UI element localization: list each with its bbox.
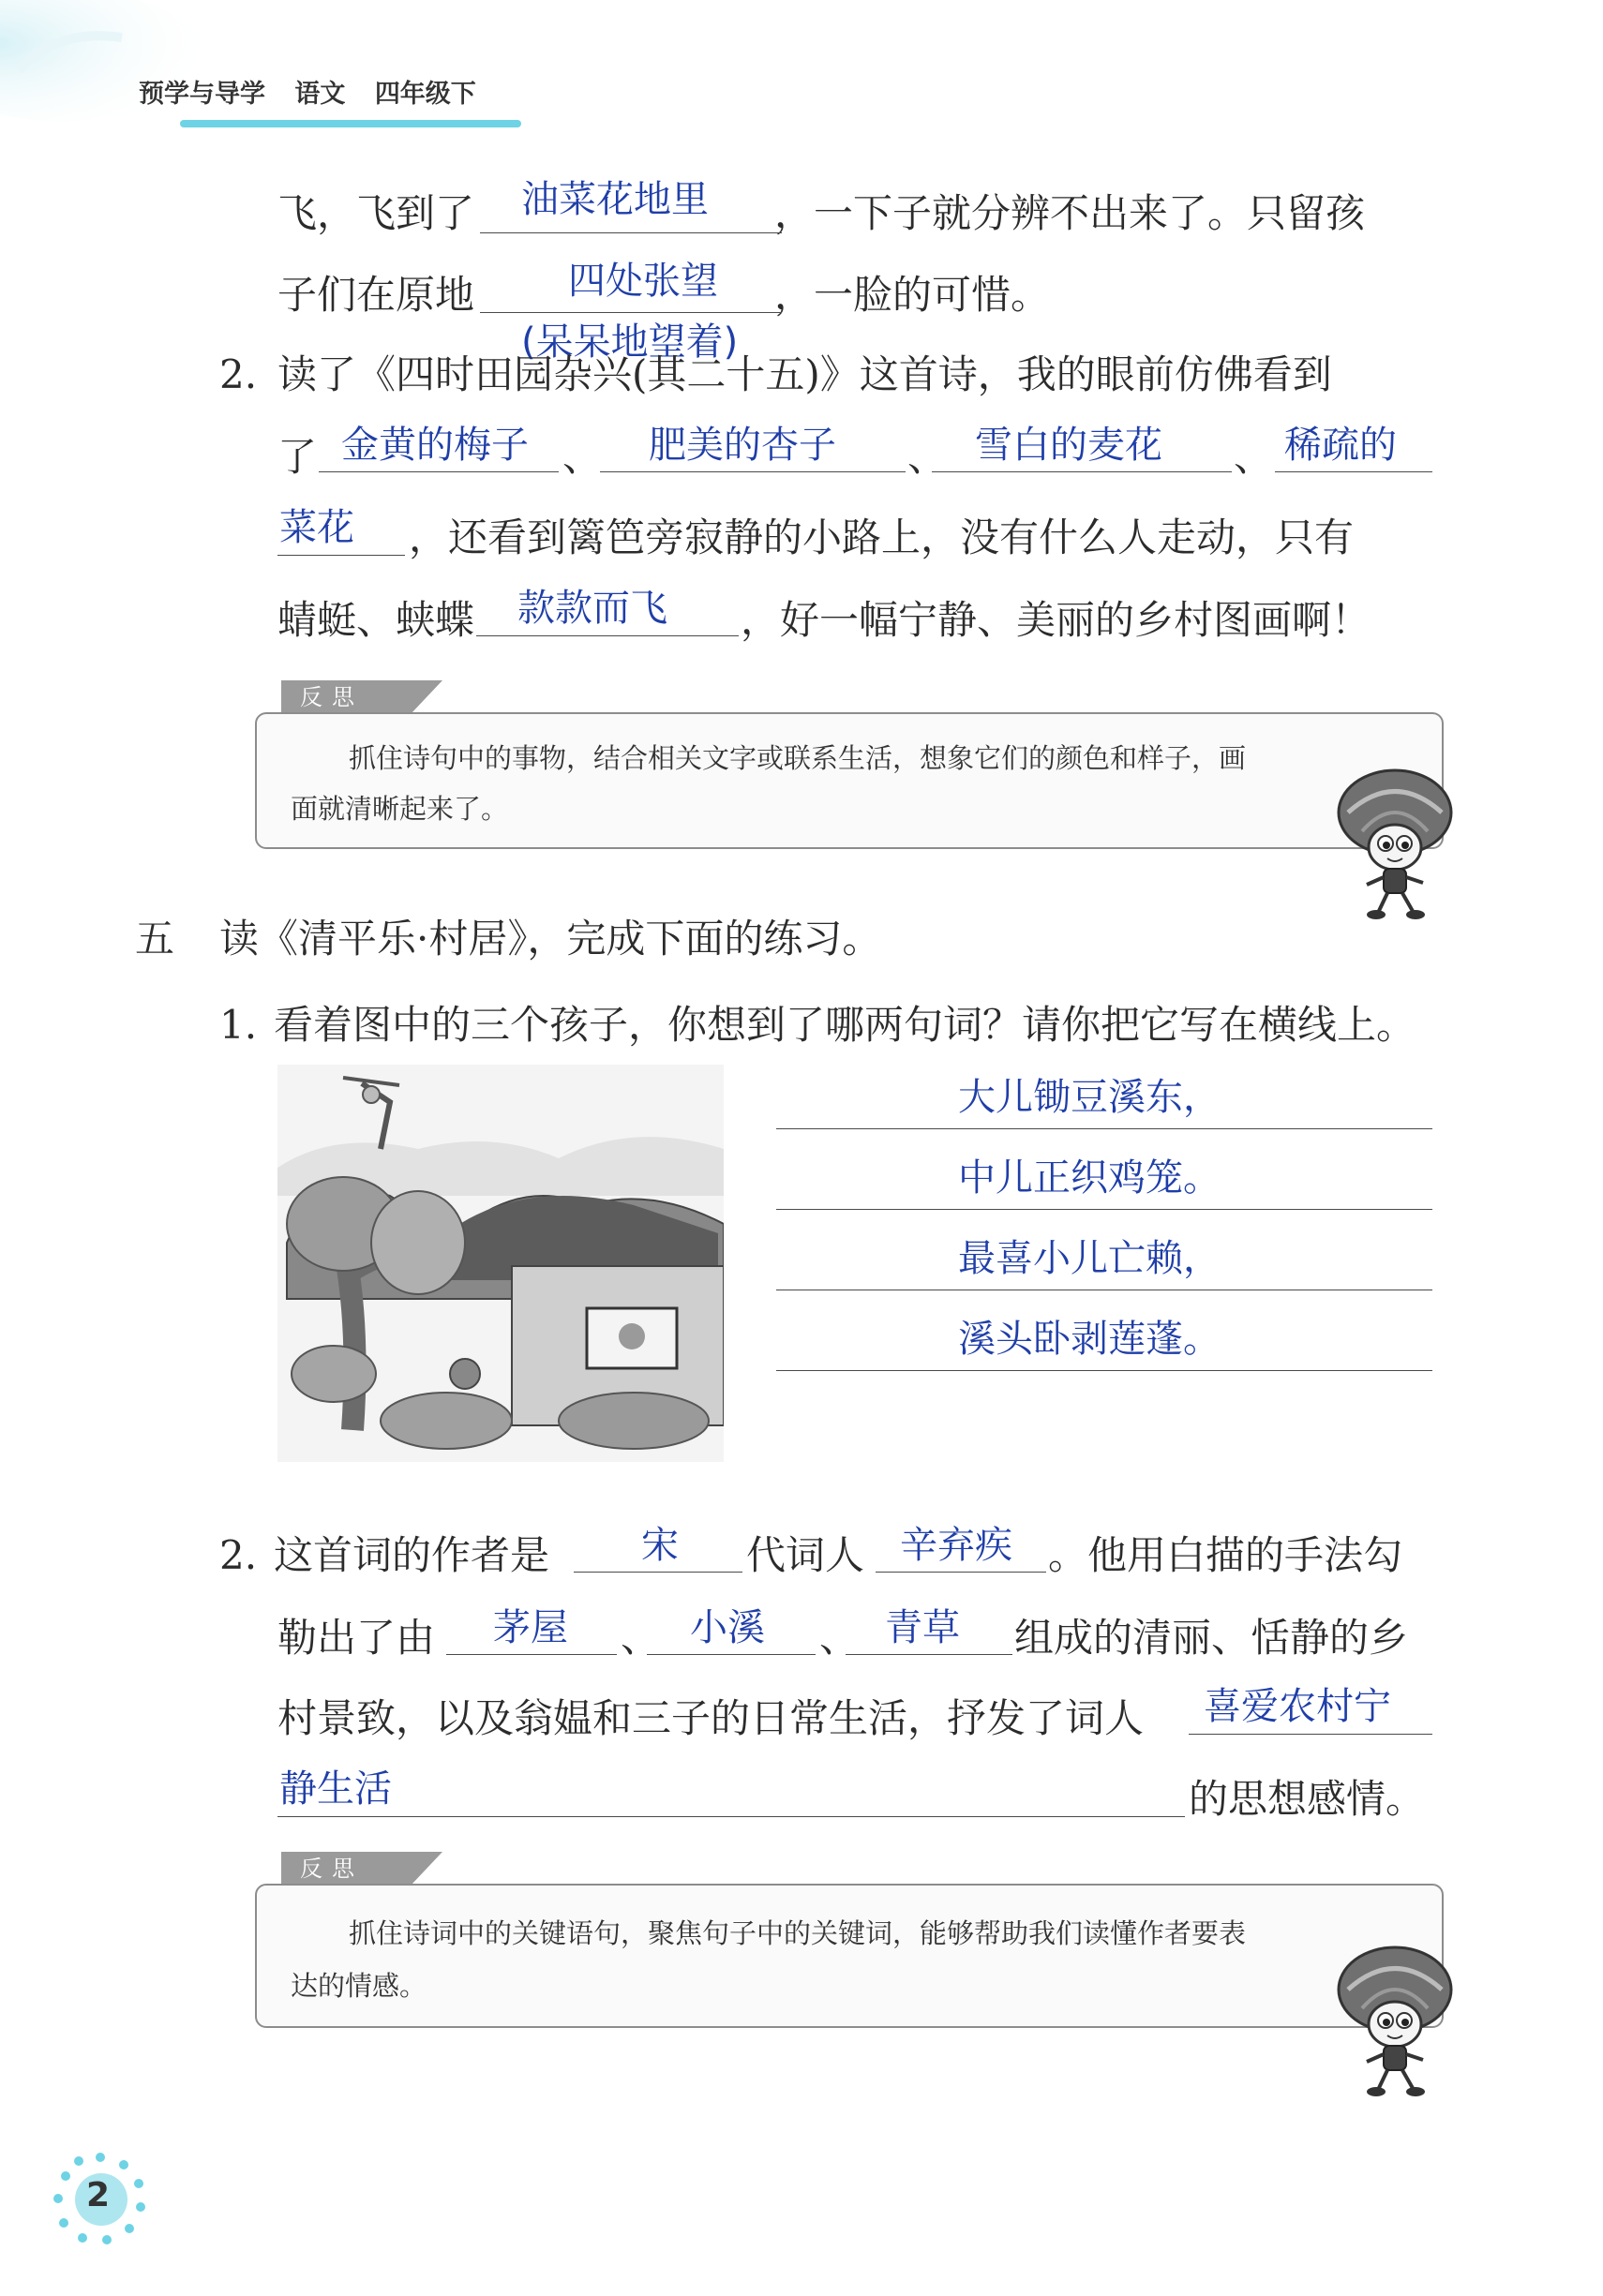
- s5-q2-answer-4: 小溪: [690, 1606, 765, 1649]
- s4-q2-answer-1: 金黄的梅子: [341, 424, 529, 467]
- s4-q2-answer-3: 雪白的麦花: [975, 424, 1162, 467]
- s5-q2-l3-text: 村景致，以及翁媪和三子的日常生活，抒发了词人: [277, 1695, 1145, 1741]
- s5-q2-blank-3: [446, 1654, 617, 1655]
- s5-q2-l1-suffix: 。他用白描的手法勾: [1048, 1532, 1403, 1578]
- reflection-1-line2: 面就清晰起来了。: [291, 793, 509, 825]
- s5-number: 五: [135, 916, 175, 962]
- reflection-2-tab-slant: [411, 1852, 442, 1886]
- s5-q2-l2-suffix: 组成的清丽、恬静的乡: [1014, 1615, 1409, 1661]
- s4-q2-line4-suffix: ，好一幅宁静、美丽的乡村图画啊！: [741, 597, 1371, 643]
- s4-answer-2: 四处张望: [568, 260, 718, 303]
- s5-q1-answer-3: 最喜小儿亡赖，: [958, 1237, 1221, 1280]
- s5-q2-answer-5: 青草: [885, 1606, 960, 1649]
- s5-q1-line-2: [776, 1209, 1432, 1210]
- reflection-1-tab: 反思: [281, 680, 412, 714]
- s5-q2-l2-prefix: 勒出了由: [277, 1615, 436, 1661]
- reflection-2-tab: 反思: [281, 1852, 412, 1886]
- header-subject: 语文: [294, 80, 346, 109]
- s4-blank-2: [480, 312, 782, 313]
- village-illustration: [277, 1065, 724, 1462]
- s4-q2-number: 2.: [219, 351, 258, 397]
- s5-q2-sep-2: 、: [819, 1615, 860, 1661]
- s5-q1-answer-4: 溪头卧剥莲蓬。: [958, 1318, 1221, 1361]
- s5-q1-line-4: [776, 1370, 1432, 1371]
- s4-blank-1: [480, 232, 782, 233]
- s4-q2-text: 读了《四时田园杂兴(其二十五)》这首诗，我的眼前仿佛看到: [277, 351, 1332, 397]
- header-title: [139, 73, 476, 110]
- reflection-2-line2: 达的情感。: [291, 1970, 427, 2002]
- s4-q2-blank-2: [600, 471, 906, 472]
- s4-q2-sep-1: 、: [562, 434, 603, 480]
- s5-q2-blank-1: [574, 1572, 742, 1573]
- s4-q2-sep-2: 、: [907, 434, 948, 480]
- s4-answer-2-alt: (呆呆地望着): [521, 321, 739, 364]
- s4-q2-blank-3: [932, 471, 1232, 472]
- s4-q2-answer-6: 款款而飞: [517, 587, 667, 630]
- s4-q2-blank-6: [476, 635, 739, 636]
- s5-q2-blank-5: [846, 1654, 1012, 1655]
- s4-q2-answer-5: 菜花: [279, 506, 354, 549]
- s4-q2-prefix: 了: [277, 434, 318, 480]
- s5-q1-line-1: [776, 1128, 1432, 1129]
- s4-q2-line4-prefix: 蜻蜓、蛱蝶: [277, 597, 475, 643]
- s5-title: 读《清平乐·村居》，完成下面的练习。: [219, 916, 882, 962]
- s4-q2-blank-1: [319, 471, 559, 472]
- s5-q2-blank-7: [277, 1816, 1185, 1817]
- mushroom-mascot-icon: [1329, 1938, 1461, 2097]
- s5-q2-blank-4: [647, 1654, 816, 1655]
- s4-line1: 飞，飞到了 ，一下子就分辨不出来了。只留孩: [277, 190, 1366, 236]
- s5-q2-l4-suffix: 的思想感情。: [1189, 1776, 1426, 1822]
- s4-q2-answer-4: 稀疏的: [1284, 424, 1397, 467]
- reflection-1-line1: 抓住诗句中的事物，结合相关文字或联系生活，想象它们的颜色和样子，画: [349, 742, 1247, 774]
- s5-q2-answer-1: 宋: [641, 1524, 679, 1567]
- s5-q1-text: 看着图中的三个孩子，你想到了哪两句词？请你把它写在横线上。: [274, 1002, 1416, 1048]
- s5-q2-answer-7: 静生活: [279, 1767, 392, 1811]
- s5-q2-number: 2.: [219, 1532, 258, 1578]
- s4-q2-sep-3: 、: [1234, 434, 1274, 480]
- s5-q2-answer-2: 辛弃疾: [900, 1524, 1012, 1567]
- s5-q2-answer-3: 茅屋: [493, 1606, 568, 1649]
- s5-q2-answer-6: 喜爱农村宁: [1204, 1685, 1391, 1728]
- s5-q1-answer-2: 中儿正织鸡笼。: [958, 1156, 1221, 1200]
- s5-q2-l1-mid: 代词人: [746, 1532, 865, 1578]
- s5-q2-sep-1: 、: [621, 1615, 661, 1661]
- mushroom-mascot-icon: [1329, 761, 1461, 920]
- s5-q2-l1-prefix: 这首词的作者是: [274, 1532, 550, 1578]
- header-underline: [180, 120, 521, 127]
- s4-q2-line3: ，还看到篱笆旁寂静的小路上，没有什么人走动，只有: [409, 514, 1355, 560]
- s4-answer-1: 油菜花地里: [521, 178, 709, 221]
- reflection-1-tab-slant: [411, 680, 442, 714]
- header-series: 预学与导学: [139, 80, 265, 109]
- page-number: 2: [86, 2176, 111, 2214]
- s5-q1-answer-1: 大儿锄豆溪东，: [958, 1076, 1221, 1119]
- s5-q2-blank-6: [1189, 1734, 1432, 1735]
- s5-q1-number: 1.: [219, 1002, 258, 1048]
- header-grade: 四年级下: [374, 80, 476, 109]
- s5-q2-blank-2: [876, 1572, 1046, 1573]
- s4-q2-blank-5: [277, 555, 405, 556]
- s4-line2: 子们在原地 ，一脸的可惜。: [277, 272, 1051, 318]
- s4-q2-answer-2: 肥美的杏子: [649, 424, 836, 467]
- reflection-2-line1: 抓住诗词中的关键语句，聚焦句子中的关键词，能够帮助我们读懂作者要表: [349, 1917, 1247, 1949]
- s4-q2-blank-4: [1275, 471, 1432, 472]
